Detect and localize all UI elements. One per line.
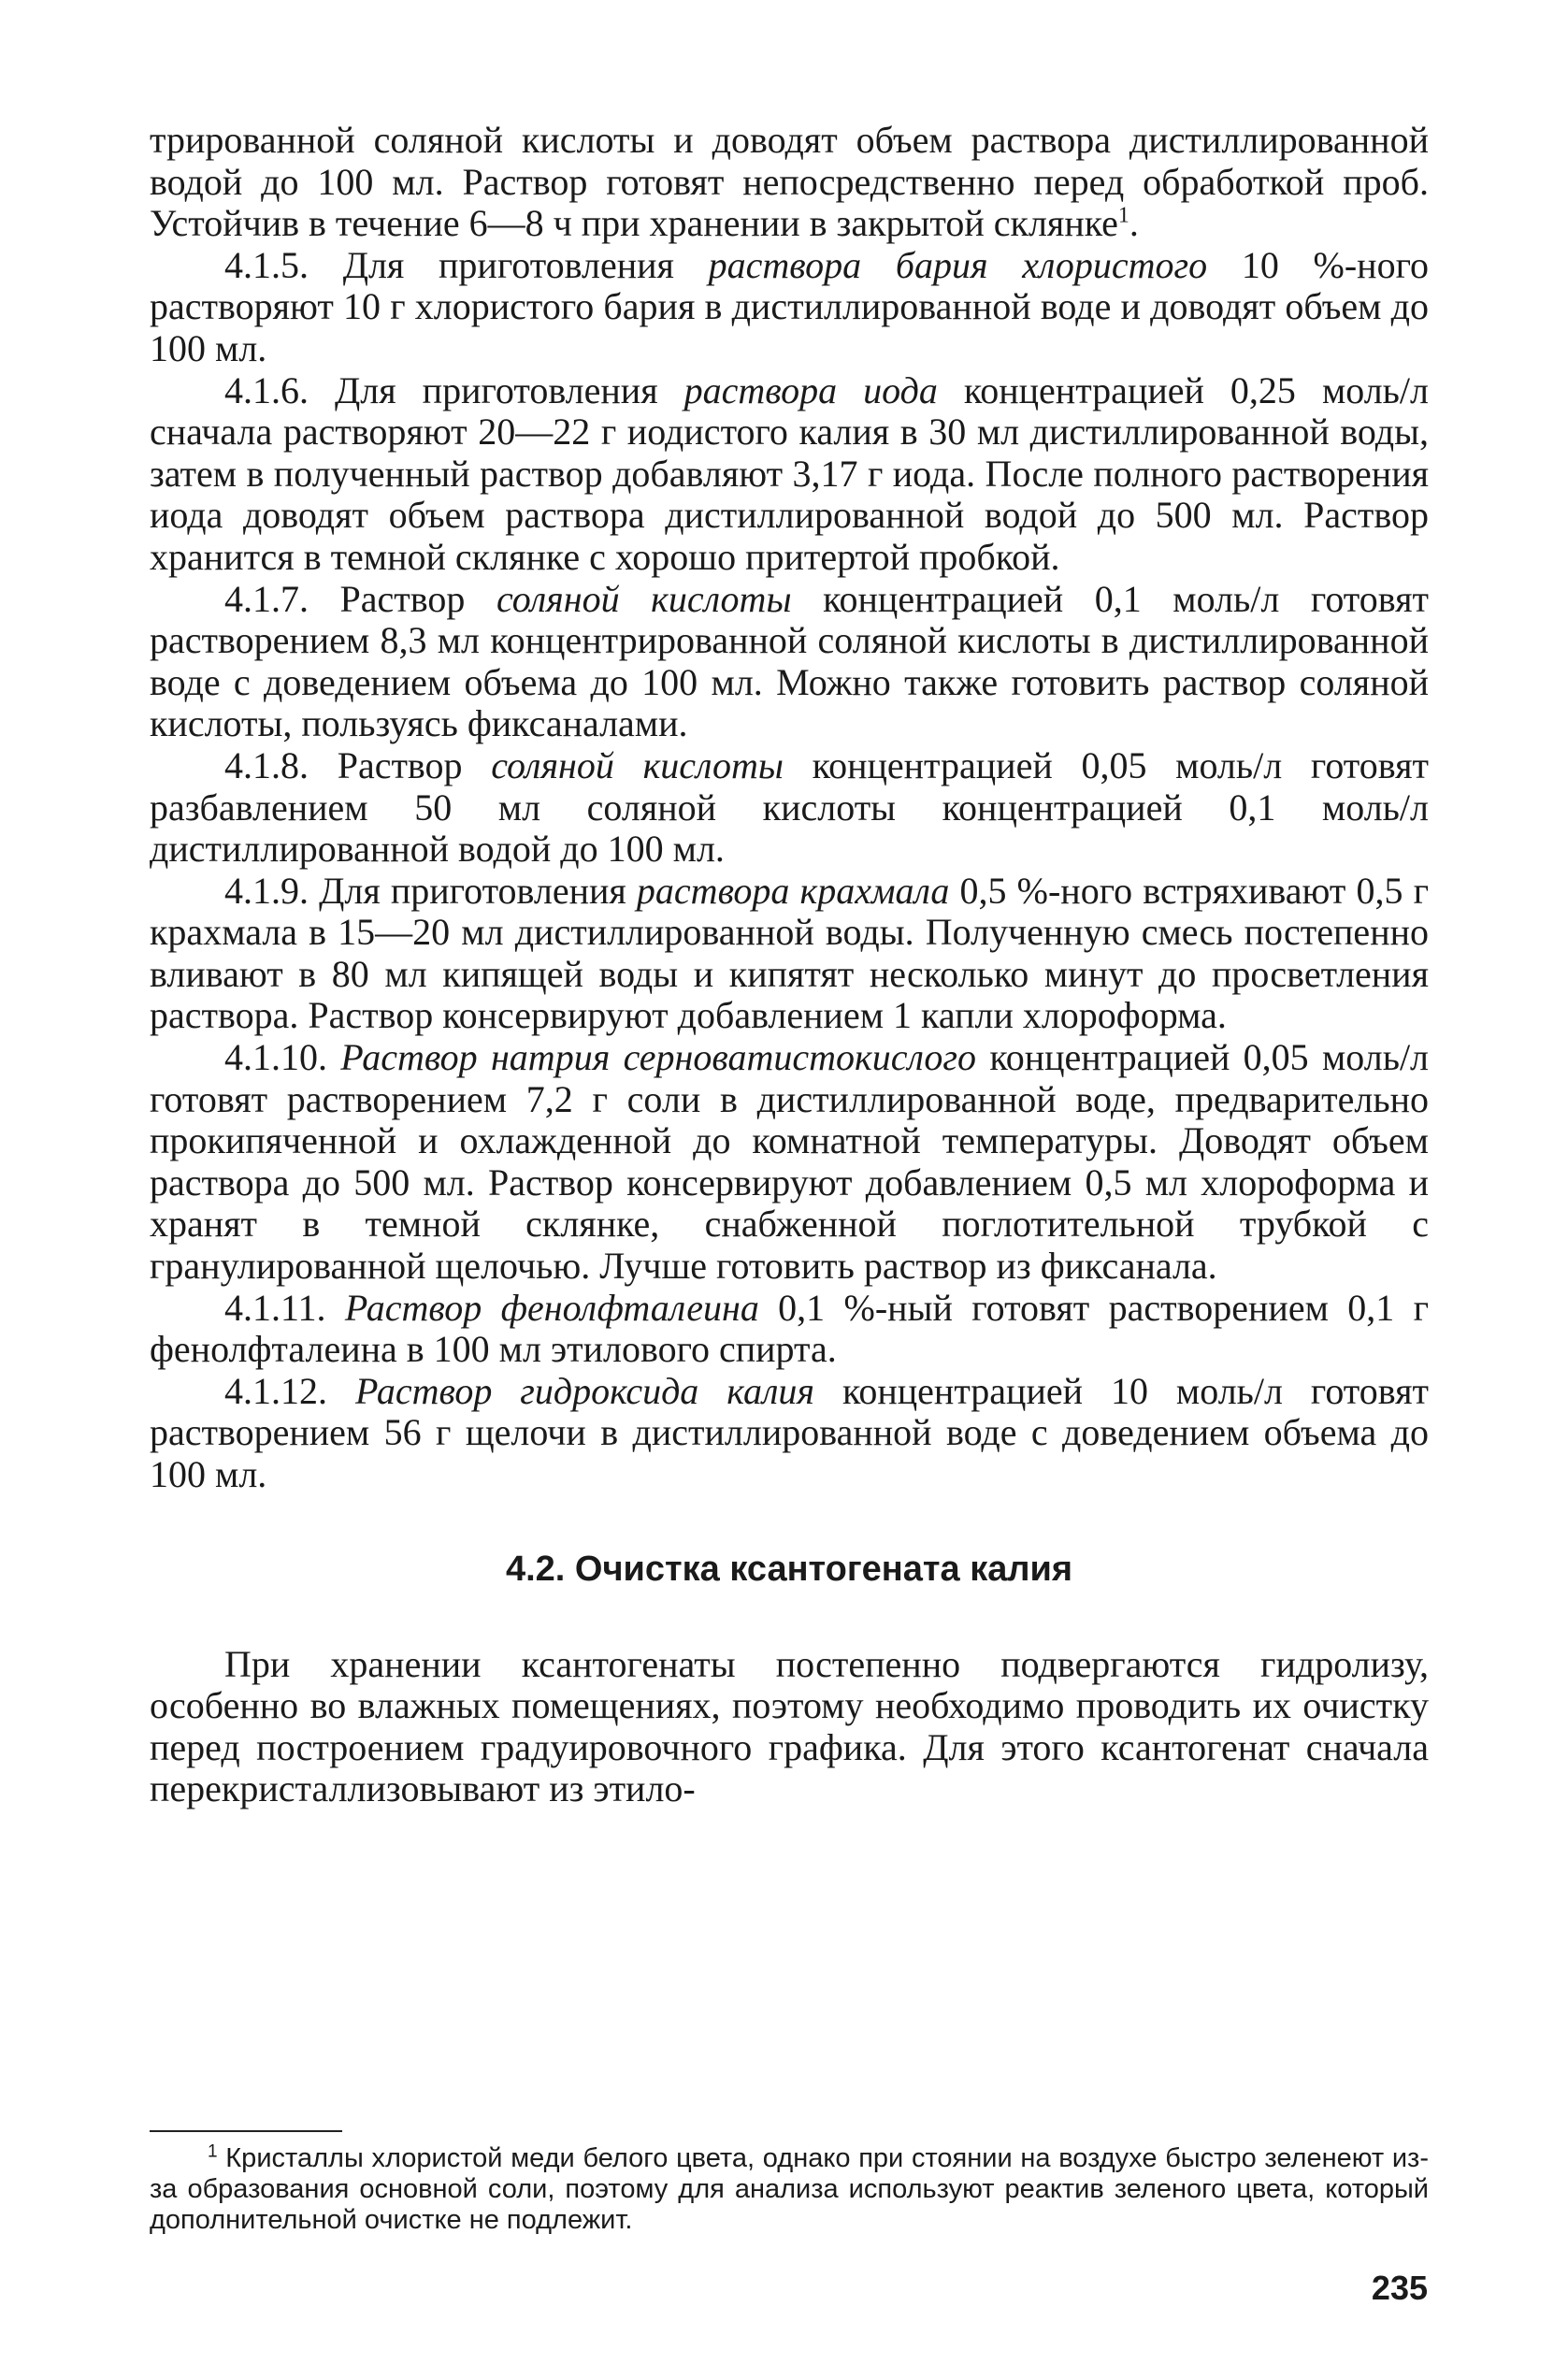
paragraph-4-1-6: 4.1.6. Для приготовления раствора иода концентрацией 0,25 моль/л сначала растворяют 20—22 г иодистого калия в 30 мл дистиллированной воды, затем в полученный раствор добавляют 3,17 г иода. После полного растворения иода доводят объем раствора дистиллированной водой до 500 мл. Раствор хранится в темной склянке с хорошо притертой пробкой. — [150, 368, 1430, 578]
paragraph-section-4-2: При хранении ксантогенаты постепенно подвергаются гидролизу, особенно во влажных помещениях, поэтому необходимо проводить их очистку перед построением градуировочного графика. Для этого ксантогенат сначала перекристаллизовывают из этило- — [150, 1642, 1429, 1810]
reagent-name: соляной кислоты — [496, 577, 792, 620]
reagent-name: соляной кислоты — [491, 743, 784, 786]
paragraph-4-1-7: 4.1.7. Раствор соляной кислоты концентрацией 0,1 моль/л готовят растворением 8,3 мл концентрированной соляной кислоты в дистиллированной воде с доведением объема до 100 мл. Можно также готовить раствор соляной кислоты, пользуясь фиксаналами. — [150, 577, 1429, 745]
section-heading: 4.2. Очистка ксантогената калия — [505, 1549, 1073, 1589]
reagent-name: раствора крахмала — [636, 869, 950, 912]
paragraph-4-1-10: 4.1.10. Раствор натрия серноватистокислого концентрацией 0,05 моль/л готовят растворением 7,2 г соли в дистиллированной воде, предварительно прокипяченной и охлажденной до комнатной температуры. Доводят объем раствора до 500 мл. Раствор консервируют добавлением 0,5 мл хлороформа и хранят в темной склянке, снабженной поглотительной трубкой с гранулированной щелочью. Лучше готовить раствор из фиксанала. — [150, 1036, 1430, 1288]
paragraph-continuation: трированной соляной кислоты и доводят объем раствора дистиллированной водой до 100 мл. Раствор готовят непосредственно перед обработкой проб. Устойчив в течение 6—8 ч при хранении в закрытой склянке$^1$. — [150, 119, 1429, 245]
page-body — [150, 120, 1429, 1810]
paragraph-4-1-9: 4.1.9. Для приготовления раствора крахмала 0,5 %-ного встряхивают 0,5 г крахмала в 15—20 мл дистиллированной воды. Полученную смесь постепенно вливают в 80 мл кипящей воды и кипятят несколько минут до просветления раствора. Раствор консервируют добавлением 1 капли хлороформа. — [150, 869, 1429, 1037]
paragraph-4-1-12: 4.1.12. Раствор гидроксида калия концентрацией 10 моль/л готовят растворением 56 г щелочи в дистиллированной воде с доведением объема до 100 мл. — [150, 1369, 1429, 1495]
paragraph-4-1-8: 4.1.8. Раствор соляной кислоты концентрацией 0,05 моль/л готовят разбавлением 50 мл соляной кислоты концентрацией 0,1 моль/л дистиллированной водой до 100 мл. — [150, 743, 1429, 871]
page-number: 235 — [1371, 2269, 1428, 2307]
reagent-name: Раствор гидроксида калия — [354, 1369, 814, 1412]
reagent-name: Раствор фенолфталеина — [344, 1286, 759, 1329]
paragraph-4-1-11: 4.1.11. Раствор фенолфталеина 0,1 %-ный готовят растворением 0,1 г фенолфталеина в 100 мл этилового спирта. — [150, 1286, 1429, 1371]
footnote-ref: 1 — [1117, 203, 1129, 228]
footnote-marker: 1 — [208, 2141, 218, 2162]
reagent-name: Раствор натрия серноватистокислого — [340, 1036, 977, 1079]
footnote-divider — [150, 2130, 342, 2132]
reagent-name: раствора бария хлористого — [708, 243, 1208, 286]
footnote — [150, 2143, 1429, 2236]
footnote-text: Кристаллы хлористой меди белого цвета, однако при стоянии на воздухе быстро зеленеют из-за образования основной соли, поэтому для анализа используют реактив зеленого цвета, который дополнительной очистке не подлежит. — [150, 2143, 1429, 2235]
paragraph-4-1-5: 4.1.5. Для приготовления раствора бария хлористого 10 %-ного растворяют 10 г хлористого бария в дистиллированной воде и доводят объем до 100 мл. — [150, 243, 1429, 369]
reagent-name: раствора иода — [683, 368, 938, 411]
